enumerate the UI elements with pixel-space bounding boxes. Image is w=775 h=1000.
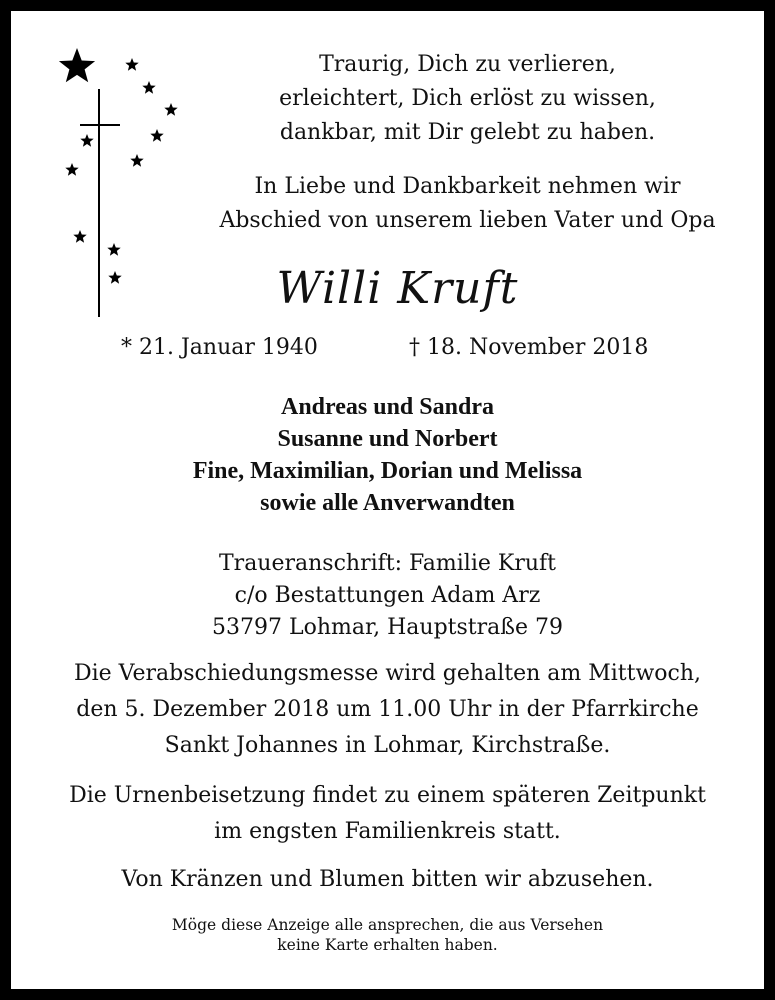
intro-line: Abschied von unserem lieben Vater und Opa xyxy=(219,208,716,233)
urn-line: Die Urnenbeisetzung findet zu einem späteren Zeitpunkt xyxy=(69,783,706,808)
poem-line: erleichtert, Dich erlöst zu wissen, xyxy=(279,86,656,111)
star-icon xyxy=(107,243,120,256)
star-icon xyxy=(125,58,138,71)
star-icon xyxy=(73,230,86,243)
death-date: † 18. November 2018 xyxy=(409,335,649,360)
address-line: Traueranschrift: Familie Kruft xyxy=(219,551,556,576)
star-icon xyxy=(130,154,143,167)
service-line: den 5. Dezember 2018 um 11.00 Uhr in der Pfarrkirche xyxy=(76,697,699,722)
star-icon xyxy=(142,81,155,94)
service-line: Die Verabschiedungsmesse wird gehalten am Mittwoch, xyxy=(73,661,702,686)
urn-line: im engsten Familienkreis statt. xyxy=(214,819,561,844)
family-line: Andreas und Sandra xyxy=(281,394,494,420)
star-icon xyxy=(59,48,95,82)
star-icon xyxy=(65,163,78,176)
family-line: sowie alle Anverwandten xyxy=(260,490,515,516)
poem-line: dankbar, mit Dir gelebt zu haben. xyxy=(279,120,656,145)
flowers-note: Von Kränzen und Blumen bitten wir abzusehen. xyxy=(121,867,654,892)
birth-date: * 21. Januar 1940 xyxy=(121,335,318,360)
star-icon xyxy=(150,129,163,142)
closing-note-line: keine Karte erhalten haben. xyxy=(277,936,498,954)
intro-line: In Liebe und Dankbarkeit nehmen wir xyxy=(254,174,681,199)
deceased-name: Willi Kruft xyxy=(276,263,519,314)
family-line: Susanne und Norbert xyxy=(277,426,498,452)
family-line: Fine, Maximilian, Dorian und Melissa xyxy=(192,458,583,484)
address-line: 53797 Lohmar, Hauptstraße 79 xyxy=(212,615,563,640)
closing-note-line: Möge diese Anzeige alle ansprechen, die aus Versehen xyxy=(171,916,604,934)
service-line: Sankt Johannes in Lohmar, Kirchstraße. xyxy=(164,733,611,758)
poem-line: Traurig, Dich zu verlieren, xyxy=(319,52,616,77)
address-line: c/o Bestattungen Adam Arz xyxy=(234,583,541,608)
star-icon xyxy=(80,134,93,147)
